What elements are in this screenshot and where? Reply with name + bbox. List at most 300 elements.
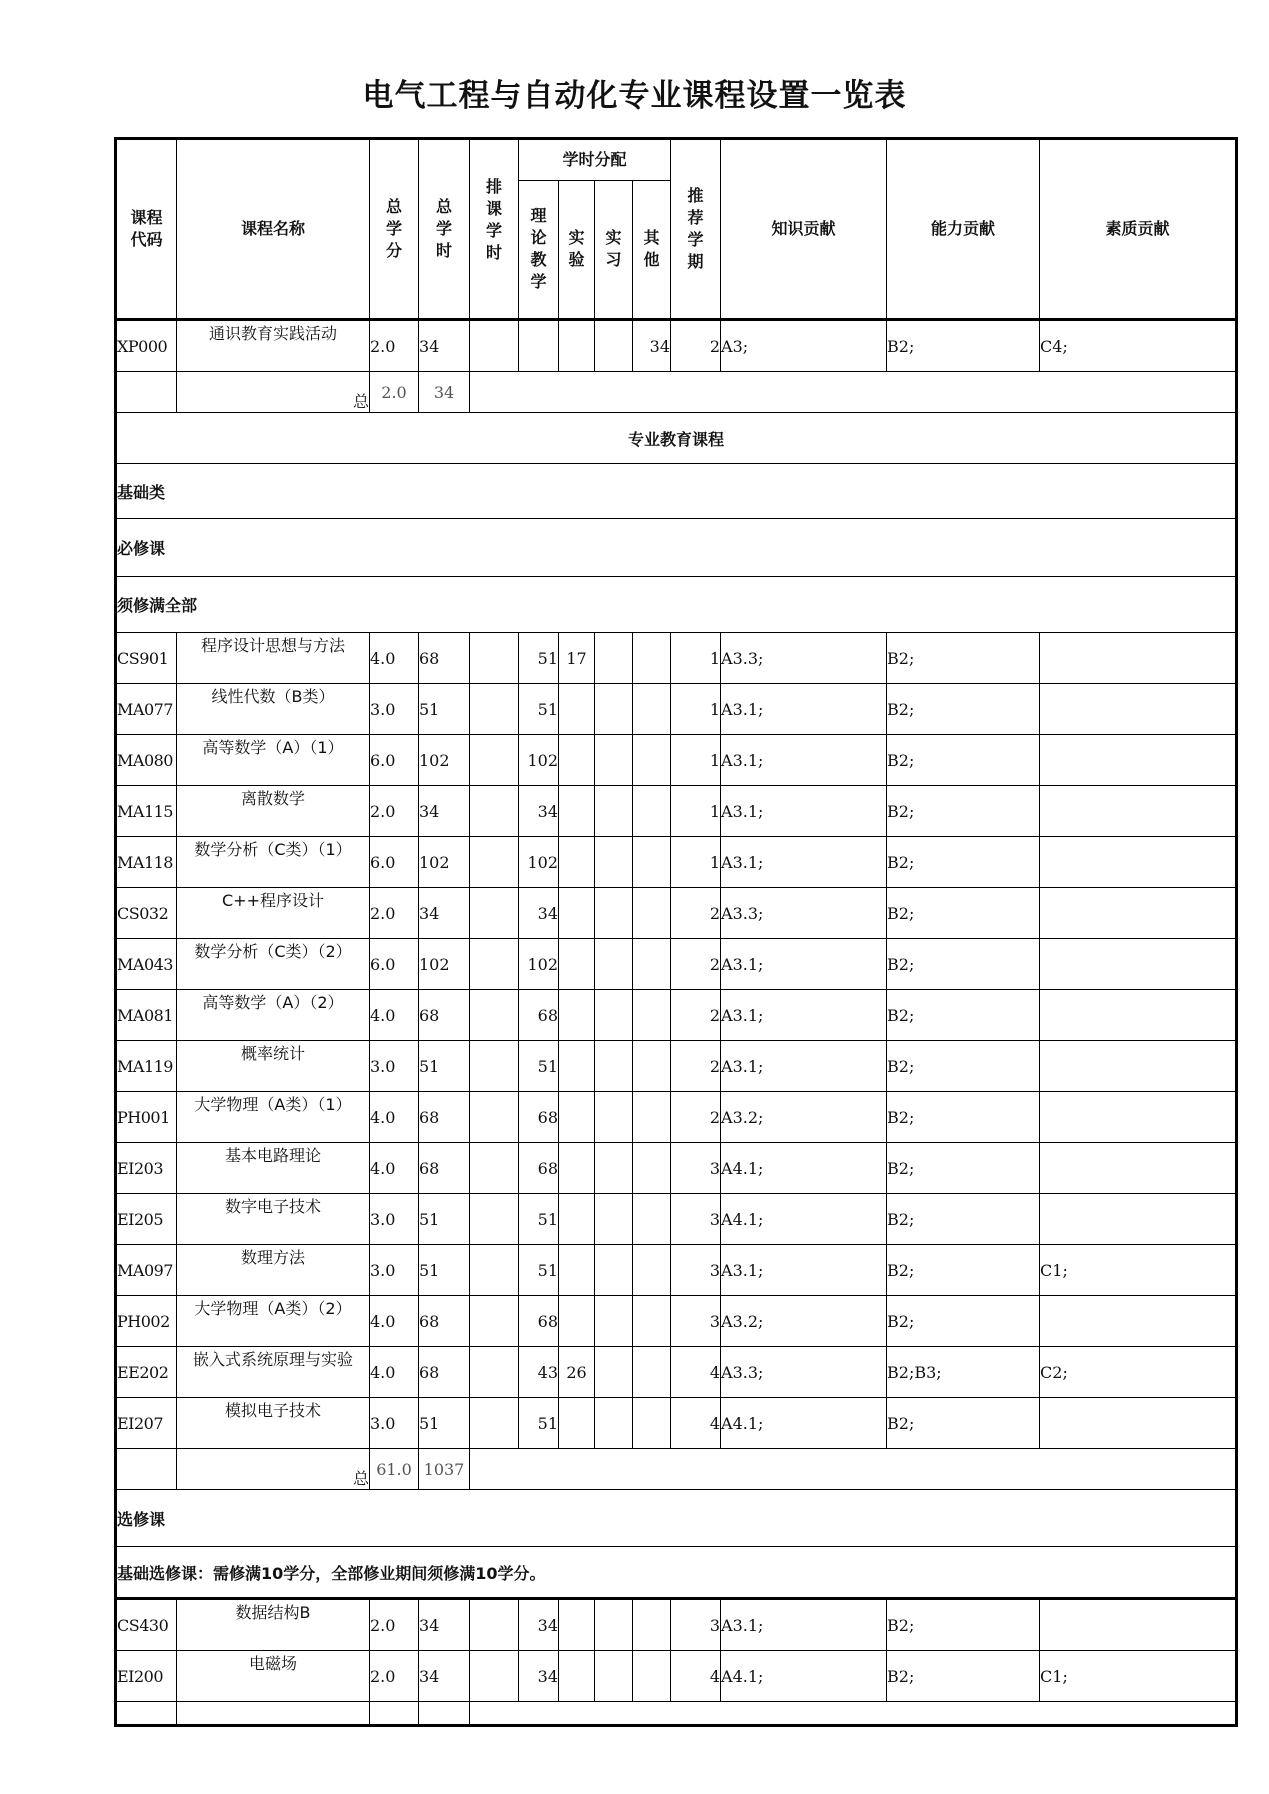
ability-contribution: B2; (887, 786, 1040, 837)
total-rest (470, 1449, 1237, 1490)
course-other (633, 684, 671, 735)
knowledge-contribution: A3.2; (721, 1092, 887, 1143)
course-credits: 3.0 (370, 1194, 419, 1245)
course-hours: 51 (419, 1041, 470, 1092)
table-row (116, 1041, 1237, 1092)
course-code: MA119 (116, 1041, 177, 1092)
course-practice (595, 1245, 633, 1296)
course-practice (595, 1194, 633, 1245)
course-practice (595, 786, 633, 837)
knowledge-contribution: A3.1; (721, 1245, 887, 1296)
header-alloc: 学时分配 (519, 139, 671, 181)
table-row (116, 320, 1237, 372)
elective-note-row (116, 1547, 1237, 1599)
category-label-row (116, 464, 1237, 519)
quality-contribution (1040, 1143, 1237, 1194)
course-name: 程序设计思想与方法 (177, 633, 370, 684)
quality-contribution (1040, 939, 1237, 990)
table-row (116, 1245, 1237, 1296)
course-other (633, 1599, 671, 1651)
course-practice (595, 1296, 633, 1347)
course-other (633, 888, 671, 939)
knowledge-contribution: A4.1; (721, 1398, 887, 1449)
course-term: 2 (671, 939, 721, 990)
course-code: PH002 (116, 1296, 177, 1347)
course-code: EI200 (116, 1651, 177, 1702)
page-title: 电气工程与自动化专业课程设置一览表 (362, 78, 907, 114)
course-hours: 102 (419, 735, 470, 786)
ability-contribution: B2; (887, 1651, 1040, 1702)
course-name: 高等数学（A）（2） (177, 990, 370, 1041)
course-practice (595, 1599, 633, 1651)
course-lab (559, 735, 595, 786)
course-name: 基本电路理论 (177, 1143, 370, 1194)
course-theory: 34 (519, 1651, 559, 1702)
course-other (633, 939, 671, 990)
course-sched (470, 837, 519, 888)
course-lab (559, 1245, 595, 1296)
table-row (116, 1092, 1237, 1143)
course-hours: 68 (419, 1143, 470, 1194)
course-name: 数据结构B (177, 1599, 370, 1651)
table-row (116, 786, 1237, 837)
header-name: 课程名称 (177, 139, 370, 320)
section-title: 专业教育课程 (116, 413, 1237, 464)
course-theory: 51 (519, 1245, 559, 1296)
quality-contribution (1040, 786, 1237, 837)
ability-contribution: B2; (887, 990, 1040, 1041)
course-theory: 51 (519, 1041, 559, 1092)
course-credits: 4.0 (370, 1143, 419, 1194)
course-practice (595, 837, 633, 888)
course-name: 离散数学 (177, 786, 370, 837)
quality-contribution (1040, 837, 1237, 888)
course-theory (519, 320, 559, 372)
course-hours: 68 (419, 1092, 470, 1143)
course-theory: 51 (519, 1194, 559, 1245)
header-term: 推荐学期 (671, 139, 721, 320)
course-code: EI205 (116, 1194, 177, 1245)
course-sched (470, 1347, 519, 1398)
course-sched (470, 1092, 519, 1143)
course-practice (595, 633, 633, 684)
course-credits: 2.0 (370, 1651, 419, 1702)
course-term: 2 (671, 320, 721, 372)
total-hours: 34 (419, 372, 470, 413)
course-credits: 3.0 (370, 1041, 419, 1092)
course-code: EI207 (116, 1398, 177, 1449)
quality-contribution (1040, 1296, 1237, 1347)
ability-contribution: B2; (887, 633, 1040, 684)
table-row (116, 888, 1237, 939)
quality-contribution (1040, 1041, 1237, 1092)
header-knowledge: 知识贡献 (721, 139, 887, 320)
elective-label: 选修课 (116, 1490, 1237, 1547)
course-code: EE202 (116, 1347, 177, 1398)
course-credits: 6.0 (370, 735, 419, 786)
course-credits: 6.0 (370, 939, 419, 990)
header-row (116, 139, 1237, 181)
course-theory: 51 (519, 633, 559, 684)
knowledge-contribution: A4.1; (721, 1143, 887, 1194)
course-lab (559, 837, 595, 888)
course-term: 2 (671, 888, 721, 939)
header-hours: 总学时 (419, 139, 470, 320)
course-hours: 68 (419, 633, 470, 684)
course-other (633, 786, 671, 837)
course-lab (559, 990, 595, 1041)
header-code: 课程代码 (116, 139, 177, 320)
required-note-row (116, 577, 1237, 633)
course-credits: 4.0 (370, 633, 419, 684)
table-row (116, 837, 1237, 888)
knowledge-contribution: A3.1; (721, 786, 887, 837)
knowledge-contribution: A3.1; (721, 837, 887, 888)
quality-contribution: C1; (1040, 1651, 1237, 1702)
elective-note: 基础选修课：需修满10学分，全部修业期间须修满10学分。 (116, 1547, 1237, 1599)
course-lab (559, 1296, 595, 1347)
course-practice (595, 735, 633, 786)
course-other (633, 1245, 671, 1296)
table-row (116, 1194, 1237, 1245)
course-term: 4 (671, 1398, 721, 1449)
total-blank (116, 1449, 177, 1490)
quality-contribution (1040, 888, 1237, 939)
course-lab (559, 1599, 595, 1651)
course-lab (559, 320, 595, 372)
course-code: MA080 (116, 735, 177, 786)
course-hours: 34 (419, 1651, 470, 1702)
ability-contribution: B2; (887, 320, 1040, 372)
category-label: 基础类 (116, 464, 1237, 519)
course-sched (470, 1041, 519, 1092)
course-credits: 2.0 (370, 1599, 419, 1651)
table-row (116, 1398, 1237, 1449)
empty-cell (116, 1702, 177, 1726)
course-code: EI203 (116, 1143, 177, 1194)
required-label: 必修课 (116, 519, 1237, 577)
knowledge-contribution: A3.1; (721, 684, 887, 735)
course-code: MA115 (116, 786, 177, 837)
knowledge-contribution: A4.1; (721, 1651, 887, 1702)
course-term: 1 (671, 735, 721, 786)
course-practice (595, 1651, 633, 1702)
course-practice (595, 939, 633, 990)
course-other (633, 1092, 671, 1143)
course-sched (470, 1194, 519, 1245)
header-sched: 排课学时 (470, 139, 519, 320)
quality-contribution: C2; (1040, 1347, 1237, 1398)
course-practice (595, 990, 633, 1041)
course-credits: 4.0 (370, 1347, 419, 1398)
ability-contribution: B2;B3; (887, 1347, 1040, 1398)
empty-cell (470, 1702, 1237, 1726)
course-term: 1 (671, 837, 721, 888)
course-sched (470, 1296, 519, 1347)
course-lab: 26 (559, 1347, 595, 1398)
quality-contribution (1040, 1194, 1237, 1245)
course-term: 4 (671, 1347, 721, 1398)
knowledge-contribution: A3.1; (721, 1599, 887, 1651)
course-credits: 3.0 (370, 1245, 419, 1296)
table-row (116, 1296, 1237, 1347)
course-name: C++程序设计 (177, 888, 370, 939)
empty-row (116, 1702, 1237, 1726)
table-row (116, 684, 1237, 735)
table-row (116, 939, 1237, 990)
course-practice (595, 1347, 633, 1398)
course-hours: 51 (419, 1398, 470, 1449)
course-hours: 34 (419, 1599, 470, 1651)
course-credits: 4.0 (370, 1296, 419, 1347)
quality-contribution (1040, 990, 1237, 1041)
course-term: 3 (671, 1194, 721, 1245)
course-sched (470, 1245, 519, 1296)
quality-contribution: C1; (1040, 1245, 1237, 1296)
ability-contribution: B2; (887, 1599, 1040, 1651)
course-lab (559, 786, 595, 837)
course-sched (470, 320, 519, 372)
course-theory: 34 (519, 786, 559, 837)
total-label: 总 (177, 372, 370, 413)
course-practice (595, 888, 633, 939)
course-code: MA097 (116, 1245, 177, 1296)
course-term: 3 (671, 1599, 721, 1651)
total-row (116, 1449, 1237, 1490)
table-row (116, 1143, 1237, 1194)
knowledge-contribution: A4.1; (721, 1194, 887, 1245)
course-name: 概率统计 (177, 1041, 370, 1092)
header-lab: 实验 (559, 181, 595, 320)
empty-cell (370, 1702, 419, 1726)
course-practice (595, 1398, 633, 1449)
course-other (633, 1194, 671, 1245)
course-other (633, 735, 671, 786)
ability-contribution: B2; (887, 1092, 1040, 1143)
course-theory: 43 (519, 1347, 559, 1398)
course-lab (559, 1194, 595, 1245)
course-sched (470, 684, 519, 735)
table-row (116, 633, 1237, 684)
course-name: 大学物理（A类）（2） (177, 1296, 370, 1347)
course-theory: 102 (519, 939, 559, 990)
quality-contribution (1040, 735, 1237, 786)
course-hours: 34 (419, 320, 470, 372)
course-sched (470, 786, 519, 837)
empty-cell (177, 1702, 370, 1726)
course-theory: 68 (519, 1143, 559, 1194)
quality-contribution (1040, 633, 1237, 684)
course-practice (595, 1143, 633, 1194)
ability-contribution: B2; (887, 1041, 1040, 1092)
knowledge-contribution: A3.1; (721, 1041, 887, 1092)
course-lab (559, 1143, 595, 1194)
elective-label-row (116, 1490, 1237, 1547)
course-term: 3 (671, 1296, 721, 1347)
course-other (633, 837, 671, 888)
course-lab (559, 684, 595, 735)
course-theory: 34 (519, 1599, 559, 1651)
course-code: CS901 (116, 633, 177, 684)
course-term: 2 (671, 1092, 721, 1143)
course-credits: 4.0 (370, 990, 419, 1041)
course-sched (470, 888, 519, 939)
course-name: 数字电子技术 (177, 1194, 370, 1245)
course-term: 4 (671, 1651, 721, 1702)
total-hours: 1037 (419, 1449, 470, 1490)
course-term: 2 (671, 1041, 721, 1092)
total-credits: 61.0 (370, 1449, 419, 1490)
header-other: 其他 (633, 181, 671, 320)
course-name: 数理方法 (177, 1245, 370, 1296)
course-credits: 3.0 (370, 1398, 419, 1449)
knowledge-contribution: A3; (721, 320, 887, 372)
course-credits: 4.0 (370, 1092, 419, 1143)
course-code: PH001 (116, 1092, 177, 1143)
course-theory: 68 (519, 990, 559, 1041)
course-code: MA081 (116, 990, 177, 1041)
course-term: 1 (671, 633, 721, 684)
course-lab (559, 1041, 595, 1092)
knowledge-contribution: A3.1; (721, 990, 887, 1041)
knowledge-contribution: A3.1; (721, 735, 887, 786)
course-other: 34 (633, 320, 671, 372)
header-credits: 总学分 (370, 139, 419, 320)
course-lab (559, 1398, 595, 1449)
header-practice: 实习 (595, 181, 633, 320)
table-row (116, 1347, 1237, 1398)
course-hours: 102 (419, 837, 470, 888)
course-other (633, 1347, 671, 1398)
course-name: 通识教育实践活动 (177, 320, 370, 372)
total-blank (116, 372, 177, 413)
course-term: 1 (671, 786, 721, 837)
course-hours: 68 (419, 990, 470, 1041)
course-sched (470, 735, 519, 786)
course-hours: 68 (419, 1296, 470, 1347)
course-code: MA043 (116, 939, 177, 990)
course-other (633, 633, 671, 684)
course-credits: 2.0 (370, 888, 419, 939)
ability-contribution: B2; (887, 837, 1040, 888)
course-name: 高等数学（A）（1） (177, 735, 370, 786)
course-credits: 2.0 (370, 320, 419, 372)
course-hours: 68 (419, 1347, 470, 1398)
ability-contribution: B2; (887, 1398, 1040, 1449)
course-lab (559, 1651, 595, 1702)
knowledge-contribution: A3.3; (721, 1347, 887, 1398)
ability-contribution: B2; (887, 1296, 1040, 1347)
course-hours: 34 (419, 786, 470, 837)
ability-contribution: B2; (887, 684, 1040, 735)
quality-contribution (1040, 1398, 1237, 1449)
course-term: 3 (671, 1143, 721, 1194)
knowledge-contribution: A3.2; (721, 1296, 887, 1347)
ability-contribution: B2; (887, 888, 1040, 939)
course-name: 模拟电子技术 (177, 1398, 370, 1449)
total-label: 总 (177, 1449, 370, 1490)
quality-contribution: C4; (1040, 320, 1237, 372)
course-name: 数学分析（C类）（1） (177, 837, 370, 888)
course-hours: 51 (419, 684, 470, 735)
course-sched (470, 1143, 519, 1194)
section-title-row (116, 413, 1237, 464)
course-other (633, 1296, 671, 1347)
course-sched (470, 1398, 519, 1449)
course-theory: 51 (519, 684, 559, 735)
required-note: 须修满全部 (116, 577, 1237, 633)
ability-contribution: B2; (887, 735, 1040, 786)
course-credits: 3.0 (370, 684, 419, 735)
course-hours: 51 (419, 1245, 470, 1296)
course-name: 数学分析（C类）（2） (177, 939, 370, 990)
course-practice (595, 1092, 633, 1143)
course-sched (470, 990, 519, 1041)
course-theory: 51 (519, 1398, 559, 1449)
course-code: MA077 (116, 684, 177, 735)
course-code: XP000 (116, 320, 177, 372)
course-other (633, 1143, 671, 1194)
course-lab (559, 1092, 595, 1143)
course-lab (559, 939, 595, 990)
header-theory: 理论教学 (519, 181, 559, 320)
course-other (633, 990, 671, 1041)
course-sched (470, 633, 519, 684)
course-theory: 102 (519, 837, 559, 888)
quality-contribution (1040, 1092, 1237, 1143)
course-sched (470, 1651, 519, 1702)
quality-contribution (1040, 684, 1237, 735)
total-row (116, 372, 1237, 413)
table-row (116, 1599, 1237, 1651)
course-credits: 2.0 (370, 786, 419, 837)
ability-contribution: B2; (887, 1143, 1040, 1194)
course-hours: 51 (419, 1194, 470, 1245)
knowledge-contribution: A3.3; (721, 888, 887, 939)
course-other (633, 1651, 671, 1702)
course-sched (470, 1599, 519, 1651)
course-table (114, 137, 1238, 1727)
empty-cell (419, 1702, 470, 1726)
table-row (116, 735, 1237, 786)
knowledge-contribution: A3.3; (721, 633, 887, 684)
course-name: 线性代数（B类） (177, 684, 370, 735)
required-label-row (116, 519, 1237, 577)
course-theory: 34 (519, 888, 559, 939)
course-other (633, 1041, 671, 1092)
table-row (116, 990, 1237, 1041)
course-credits: 6.0 (370, 837, 419, 888)
course-practice (595, 684, 633, 735)
course-lab: 17 (559, 633, 595, 684)
course-sched (470, 939, 519, 990)
course-theory: 102 (519, 735, 559, 786)
total-rest (470, 372, 1237, 413)
course-practice (595, 1041, 633, 1092)
course-code: CS032 (116, 888, 177, 939)
course-theory: 68 (519, 1296, 559, 1347)
knowledge-contribution: A3.1; (721, 939, 887, 990)
course-term: 3 (671, 1245, 721, 1296)
course-code: MA118 (116, 837, 177, 888)
ability-contribution: B2; (887, 1194, 1040, 1245)
course-code: CS430 (116, 1599, 177, 1651)
course-name: 嵌入式系统原理与实验 (177, 1347, 370, 1398)
total-credits: 2.0 (370, 372, 419, 413)
course-name: 电磁场 (177, 1651, 370, 1702)
course-term: 1 (671, 684, 721, 735)
table-row (116, 1651, 1237, 1702)
